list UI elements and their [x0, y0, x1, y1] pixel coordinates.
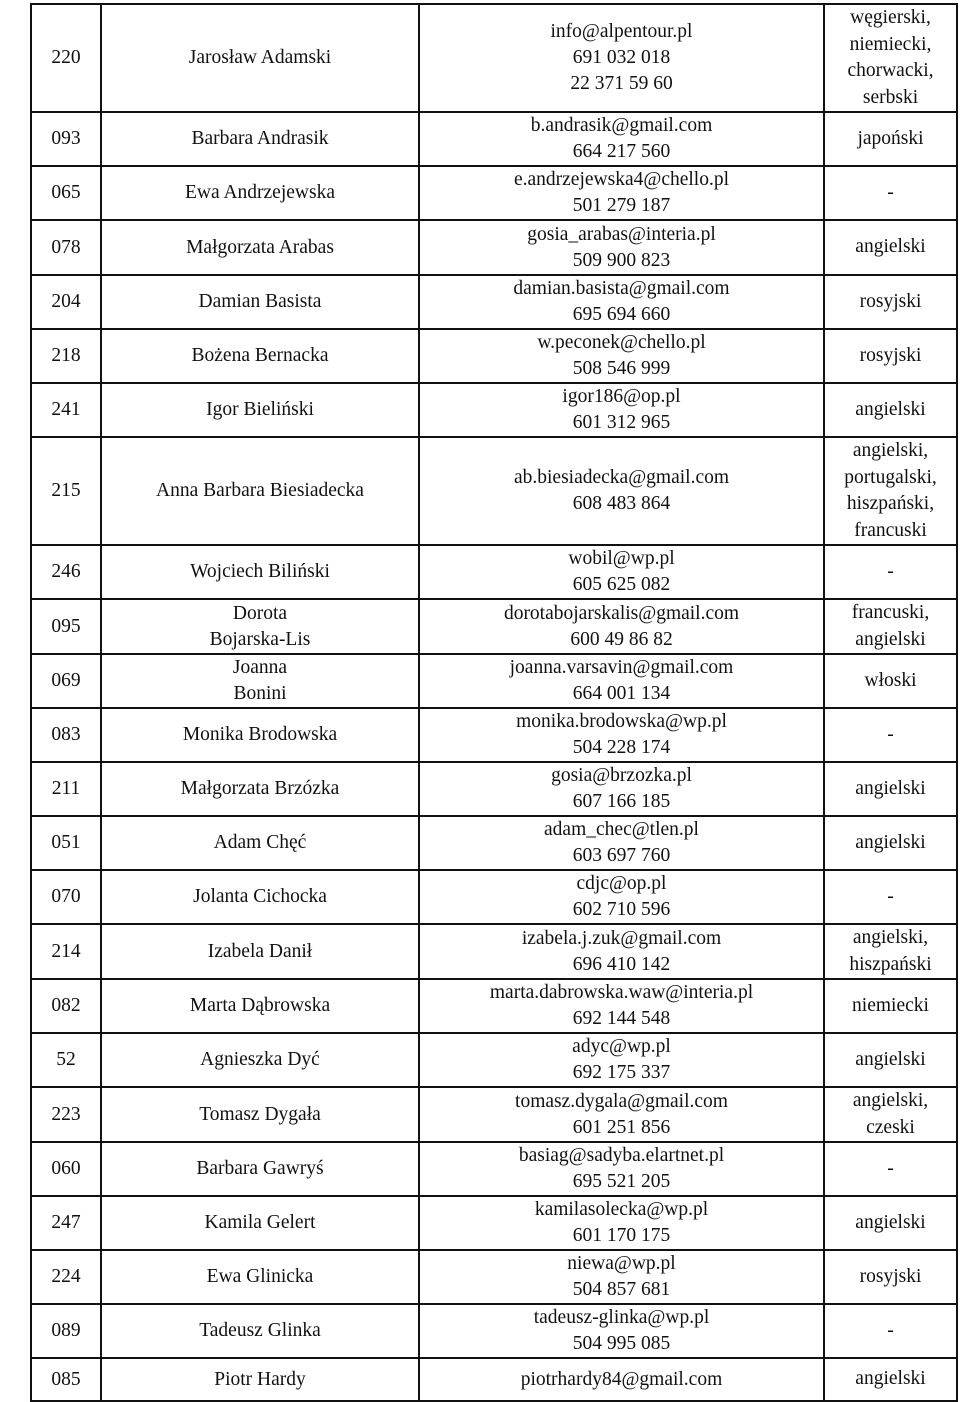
contact-cell: [419, 599, 824, 654]
contact-cell: [419, 1304, 824, 1358]
languages-line: japoński: [857, 127, 924, 149]
id-line: 247: [51, 1212, 81, 1233]
languages-cell: [824, 979, 957, 1033]
contact-line: 509 900 823: [572, 249, 671, 271]
contact-line: 601 170 175: [572, 1225, 671, 1246]
name-line: Marta Dąbrowska: [189, 995, 331, 1016]
contact-line: 691 032 018: [572, 47, 671, 68]
name-line: Joanna: [232, 657, 288, 678]
id-line: 218: [51, 345, 81, 366]
id-line: 215: [51, 480, 81, 501]
contact-line: 504 857 681: [572, 1279, 671, 1300]
name-cell: [101, 599, 419, 654]
contact-line: niewa@wp.pl: [567, 1253, 676, 1274]
table-row: [31, 654, 957, 708]
languages-cell: [824, 870, 957, 924]
name-line: Damian Basista: [198, 291, 322, 312]
contact-line: tadeusz-glinka@wp.pl: [533, 1307, 710, 1328]
languages-line: chorwacki,: [847, 60, 934, 81]
contact-cell: [419, 112, 824, 166]
id-line: 224: [51, 1266, 81, 1287]
languages-cell: [824, 1358, 957, 1401]
languages-cell: [824, 437, 957, 545]
name-line: Bojarska-Lis: [209, 628, 311, 650]
table-row: [31, 275, 957, 329]
languages-line: niemiecki,: [849, 33, 932, 55]
languages-line: -: [887, 723, 894, 745]
name-line: Adam Chęć: [213, 832, 307, 853]
id-line: 246: [51, 561, 81, 582]
contact-cell: [419, 1087, 824, 1142]
name-line: Jolanta Cichocka: [193, 886, 327, 907]
id-cell: [31, 1250, 101, 1304]
name-cell: [101, 545, 419, 599]
languages-line: -: [887, 560, 894, 582]
languages-line: angielski,: [852, 1090, 929, 1111]
contact-line: 664 217 560: [572, 141, 671, 162]
contact-line: igor186@op.pl: [562, 386, 681, 407]
languages-cell: [824, 708, 957, 762]
contact-line: ab.biesiadecka@gmail.com: [513, 467, 730, 488]
contact-cell: [419, 924, 824, 979]
name-line: Dorota: [232, 602, 288, 624]
contact-line: cdjc@op.pl: [576, 873, 667, 894]
languages-line: niemiecki: [852, 994, 929, 1016]
contact-cell: [419, 383, 824, 437]
languages-line: francuski,: [851, 602, 930, 623]
table-row: [31, 1250, 957, 1304]
table-row: [31, 1087, 957, 1142]
languages-line: węgierski,: [850, 7, 931, 28]
languages-line: angielski: [855, 1048, 926, 1070]
languages-line: portugalski,: [844, 466, 937, 488]
languages-line: angielski: [855, 398, 926, 420]
table-row: [31, 870, 957, 924]
contact-line: 607 166 185: [572, 791, 671, 812]
id-cell: [31, 1304, 101, 1358]
id-line: 078: [51, 236, 81, 258]
contact-line: 602 710 596: [572, 899, 671, 920]
languages-cell: [824, 545, 957, 599]
name-cell: [101, 762, 419, 816]
name-cell: [101, 1033, 419, 1087]
contact-cell: [419, 437, 824, 545]
languages-cell: [824, 383, 957, 437]
contact-line: 605 625 082: [572, 574, 671, 595]
name-line: Barbara Gawryś: [196, 1158, 324, 1179]
name-line: Piotr Hardy: [214, 1368, 306, 1390]
table-row: [31, 816, 957, 870]
name-cell: [101, 166, 419, 220]
languages-cell: [824, 166, 957, 220]
name-line: Tomasz Dygała: [199, 1103, 321, 1125]
id-cell: [31, 220, 101, 275]
languages-line: -: [887, 181, 894, 203]
name-line: Jarosław Adamski: [188, 47, 332, 68]
name-line: Barbara Andrasik: [191, 128, 329, 149]
id-line: 211: [51, 778, 81, 799]
id-line: 214: [51, 940, 81, 962]
id-cell: [31, 383, 101, 437]
id-line: 241: [51, 399, 81, 420]
contact-line: adyc@wp.pl: [572, 1036, 671, 1057]
name-cell: [101, 1250, 419, 1304]
table-row: [31, 762, 957, 816]
languages-line: angielski: [855, 831, 926, 853]
languages-line: angielski: [855, 1211, 926, 1233]
table-row: [31, 1358, 957, 1401]
contact-line: 603 697 760: [572, 845, 671, 866]
name-cell: [101, 220, 419, 275]
table-row: [31, 924, 957, 979]
table-row: [31, 599, 957, 654]
contact-line: 608 483 864: [572, 493, 671, 514]
languages-line: serbski: [862, 86, 919, 108]
id-cell: [31, 708, 101, 762]
contact-cell: [419, 816, 824, 870]
languages-cell: [824, 924, 957, 979]
contact-line: piotrhardy84@gmail.com: [520, 1368, 723, 1390]
contact-line: joanna.varsavin@gmail.com: [509, 657, 734, 678]
name-cell: [101, 1358, 419, 1401]
contact-line: 600 49 86 82: [570, 628, 673, 650]
id-cell: [31, 1033, 101, 1087]
table-row: [31, 1304, 957, 1358]
table-row: [31, 220, 957, 275]
name-line: Ewa Andrzejewska: [185, 182, 335, 203]
id-line: 220: [51, 47, 81, 68]
contact-cell: [419, 275, 824, 329]
name-line: Monika Brodowska: [182, 724, 338, 745]
languages-line: -: [887, 1319, 894, 1341]
id-cell: [31, 1087, 101, 1142]
id-cell: [31, 599, 101, 654]
name-line: Tadeusz Glinka: [199, 1320, 321, 1341]
contact-cell: [419, 979, 824, 1033]
id-cell: [31, 979, 101, 1033]
contact-cell: [419, 708, 824, 762]
contact-cell: [419, 1358, 824, 1401]
contact-line: izabela.j.zuk@gmail.com: [521, 927, 722, 949]
name-line: Izabela Danił: [207, 940, 313, 962]
name-cell: [101, 1142, 419, 1196]
contact-line: 692 144 548: [572, 1008, 671, 1029]
id-cell: [31, 329, 101, 383]
languages-line: angielski: [855, 628, 926, 650]
languages-cell: [824, 762, 957, 816]
id-cell: [31, 762, 101, 816]
languages-cell: [824, 1304, 957, 1358]
contact-line: 504 228 174: [572, 737, 671, 758]
languages-line: angielski: [855, 777, 926, 799]
contact-line: adam_chec@tlen.pl: [544, 819, 699, 840]
table-row: [31, 1196, 957, 1250]
languages-cell: [824, 654, 957, 708]
table-body: [31, 4, 957, 1401]
contact-line: kamilasolecka@wp.pl: [534, 1199, 709, 1220]
contact-cell: [419, 1196, 824, 1250]
name-cell: [101, 112, 419, 166]
contact-cell: [419, 329, 824, 383]
contact-line: gosia_arabas@interia.pl: [527, 223, 716, 245]
languages-line: rosyjski: [859, 344, 922, 366]
name-cell: [101, 870, 419, 924]
id-line: 52: [56, 1049, 76, 1070]
table-row: [31, 1142, 957, 1196]
name-cell: [101, 275, 419, 329]
contact-line: gosia@brzozka.pl: [551, 765, 692, 786]
languages-cell: [824, 1087, 957, 1142]
languages-cell: [824, 112, 957, 166]
id-line: 051: [51, 832, 81, 853]
contact-line: 501 279 187: [572, 195, 671, 216]
id-cell: [31, 870, 101, 924]
contact-line: dorotabojarskalis@gmail.com: [503, 602, 740, 624]
id-line: 085: [51, 1368, 81, 1390]
contact-line: tomasz.dygala@gmail.com: [515, 1090, 728, 1112]
languages-line: hiszpański,: [846, 493, 935, 514]
contact-cell: [419, 870, 824, 924]
name-cell: [101, 1087, 419, 1142]
contact-cell: [419, 4, 824, 112]
name-cell: [101, 816, 419, 870]
name-line: Igor Bieliński: [206, 399, 314, 420]
languages-line: rosyjski: [859, 290, 922, 312]
languages-line: angielski,: [852, 440, 929, 461]
name-line: Wojciech Biliński: [190, 561, 330, 582]
table-row: [31, 383, 957, 437]
contact-line: 692 175 337: [572, 1062, 671, 1083]
id-line: 083: [51, 724, 81, 745]
name-cell: [101, 979, 419, 1033]
languages-line: angielski,: [852, 927, 929, 948]
id-cell: [31, 112, 101, 166]
contact-cell: [419, 220, 824, 275]
id-cell: [31, 437, 101, 545]
name-line: Agnieszka Dyć: [200, 1049, 320, 1070]
contact-line: b.andrasik@gmail.com: [530, 115, 713, 136]
id-line: 070: [51, 886, 81, 907]
table-row: [31, 112, 957, 166]
table-row: [31, 329, 957, 383]
name-line: Anna Barbara Biesiadecka: [156, 480, 364, 501]
id-cell: [31, 654, 101, 708]
name-line: Ewa Glinicka: [206, 1266, 314, 1287]
contacts-table: [30, 3, 958, 1402]
id-line: 204: [51, 291, 81, 312]
name-cell: [101, 4, 419, 112]
languages-line: francuski: [854, 519, 927, 541]
languages-cell: [824, 1033, 957, 1087]
languages-line: angielski: [855, 236, 926, 258]
languages-cell: [824, 1196, 957, 1250]
id-cell: [31, 1358, 101, 1401]
contact-cell: [419, 166, 824, 220]
id-line: 069: [51, 670, 81, 691]
id-line: 082: [51, 995, 81, 1016]
id-line: 223: [51, 1103, 81, 1125]
contact-line: 504 995 085: [572, 1333, 671, 1354]
id-cell: [31, 275, 101, 329]
contact-cell: [419, 1033, 824, 1087]
id-line: 060: [51, 1158, 81, 1179]
name-line: Bonini: [233, 683, 287, 704]
contact-cell: [419, 654, 824, 708]
contact-line: 695 521 205: [572, 1171, 671, 1192]
id-line: 095: [51, 615, 81, 637]
id-cell: [31, 4, 101, 112]
name-cell: [101, 1304, 419, 1358]
name-line: Bożena Bernacka: [191, 345, 329, 366]
contact-cell: [419, 545, 824, 599]
languages-cell: [824, 599, 957, 654]
contact-line: damian.basista@gmail.com: [513, 278, 730, 299]
id-cell: [31, 1196, 101, 1250]
languages-cell: [824, 329, 957, 383]
contact-line: marta.dabrowska.waw@interia.pl: [489, 982, 754, 1003]
name-line: Małgorzata Arabas: [186, 236, 334, 258]
contact-cell: [419, 1142, 824, 1196]
id-cell: [31, 166, 101, 220]
languages-cell: [824, 816, 957, 870]
contact-line: e.andrzejewska4@chello.pl: [513, 169, 730, 190]
name-line: Małgorzata Brzózka: [180, 778, 340, 799]
table-row: [31, 708, 957, 762]
languages-line: rosyjski: [859, 1265, 922, 1287]
contact-line: 695 694 660: [572, 304, 671, 325]
id-line: 089: [51, 1320, 81, 1341]
name-cell: [101, 654, 419, 708]
name-cell: [101, 1196, 419, 1250]
contact-line: 696 410 142: [572, 953, 671, 975]
name-cell: [101, 437, 419, 545]
languages-line: angielski: [855, 1368, 926, 1390]
languages-cell: [824, 220, 957, 275]
languages-cell: [824, 1250, 957, 1304]
languages-line: czeski: [866, 1116, 915, 1138]
name-cell: [101, 329, 419, 383]
name-cell: [101, 924, 419, 979]
name-line: Kamila Gelert: [204, 1212, 316, 1233]
contact-line: 601 251 856: [572, 1116, 671, 1138]
contact-line: wobil@wp.pl: [568, 548, 675, 569]
id-cell: [31, 545, 101, 599]
contact-line: monika.brodowska@wp.pl: [516, 711, 727, 732]
languages-line: hiszpański: [849, 953, 932, 975]
contact-line: 508 546 999: [572, 358, 671, 379]
languages-line: włoski: [864, 669, 917, 691]
languages-cell: [824, 275, 957, 329]
id-cell: [31, 1142, 101, 1196]
contact-line: info@alpentour.pl: [550, 21, 693, 42]
contact-cell: [419, 1250, 824, 1304]
contact-line: 664 001 134: [572, 683, 671, 704]
name-cell: [101, 708, 419, 762]
contact-line: basiag@sadyba.elartnet.pl: [518, 1145, 725, 1166]
name-cell: [101, 383, 419, 437]
table-row: [31, 979, 957, 1033]
id-cell: [31, 924, 101, 979]
id-line: 093: [51, 128, 81, 149]
languages-cell: [824, 1142, 957, 1196]
table-row: [31, 1033, 957, 1087]
languages-cell: [824, 4, 957, 112]
table-row: [31, 545, 957, 599]
contact-line: 22 371 59 60: [570, 73, 673, 94]
id-cell: [31, 816, 101, 870]
id-line: 065: [51, 182, 81, 203]
languages-line: -: [887, 885, 894, 907]
table-row: [31, 166, 957, 220]
languages-line: -: [887, 1157, 894, 1179]
contact-line: 601 312 965: [572, 412, 671, 433]
contact-line: w.peconek@chello.pl: [537, 332, 706, 353]
table-row: [31, 437, 957, 545]
contact-cell: [419, 762, 824, 816]
table-row: [31, 4, 957, 112]
